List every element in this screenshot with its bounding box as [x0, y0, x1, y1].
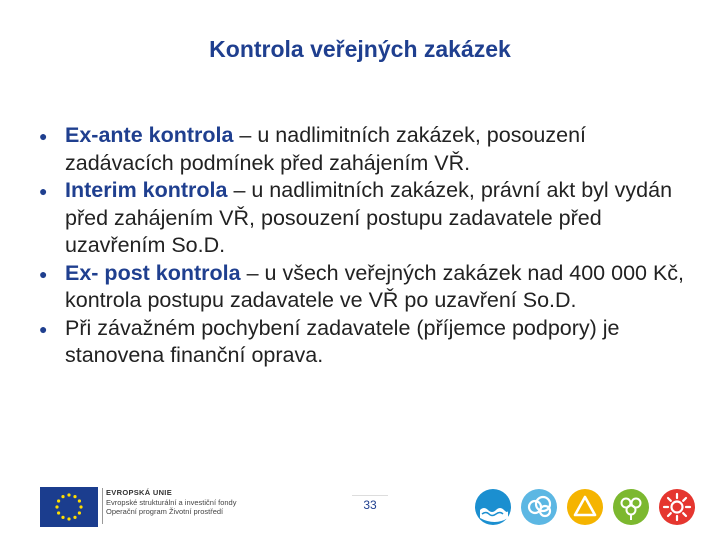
- bullet-icon: ●: [39, 265, 48, 282]
- eu-stars-icon: [40, 487, 98, 527]
- bullet-text: Při závažném pochybení zadavatele (příjemce podpory) je stanovena finanční oprava.: [65, 315, 620, 367]
- bullet-list: [36, 122, 696, 370]
- eu-funds-line: Evropské strukturální a investiční fondy: [106, 497, 237, 507]
- priority-axis-logos: [474, 488, 704, 528]
- cloud-icon: [520, 488, 558, 526]
- footer: [0, 480, 720, 540]
- bullet-icon: ●: [39, 183, 48, 199]
- bullet-emphasis: Interim kontrola: [65, 178, 228, 202]
- bullet-emphasis: Ex-ante kontrola: [65, 123, 234, 147]
- bullet-item-ex-post: [36, 260, 696, 315]
- bullet-icon: ●: [39, 320, 48, 337]
- water-drop-icon: [474, 488, 512, 526]
- bullet-item-financial-correction: [36, 315, 696, 370]
- page-number: 33: [363, 498, 377, 512]
- eu-funding-text: [106, 488, 266, 517]
- flower-icon: [612, 488, 650, 526]
- eu-flag-logo: [40, 487, 98, 527]
- bullet-item-ex-ante: [36, 122, 696, 177]
- bullet-text: – u nadlimitních zakázek, posouzení zadávacích podmínek před zahájením VŘ.: [65, 123, 587, 175]
- triangle-warning-icon: [566, 488, 604, 526]
- divider: [352, 495, 388, 496]
- bullet-icon: ●: [39, 128, 48, 144]
- sun-icon: [658, 488, 696, 526]
- bullet-text: – u všech veřejných zakázek nad 400 000 Kč, kontrola postupu zadavatele ve VŘ po uzavření So.D.: [65, 260, 685, 312]
- bullet-emphasis: Ex- post kontrola: [65, 260, 241, 285]
- eu-heading: EVROPSKÁ UNIE: [106, 488, 172, 497]
- bullet-item-interim: [36, 177, 696, 260]
- bullet-text: – u nadlimitních zakázek, právní akt byl vydán před zahájením VŘ, posouzení postupu zadavatele před uzavřením So.D.: [65, 178, 673, 257]
- slide-title: Kontrola veřejných zakázek: [209, 36, 511, 62]
- eu-programme-line: Operační program Životní prostředí: [106, 507, 224, 516]
- divider: [102, 488, 103, 524]
